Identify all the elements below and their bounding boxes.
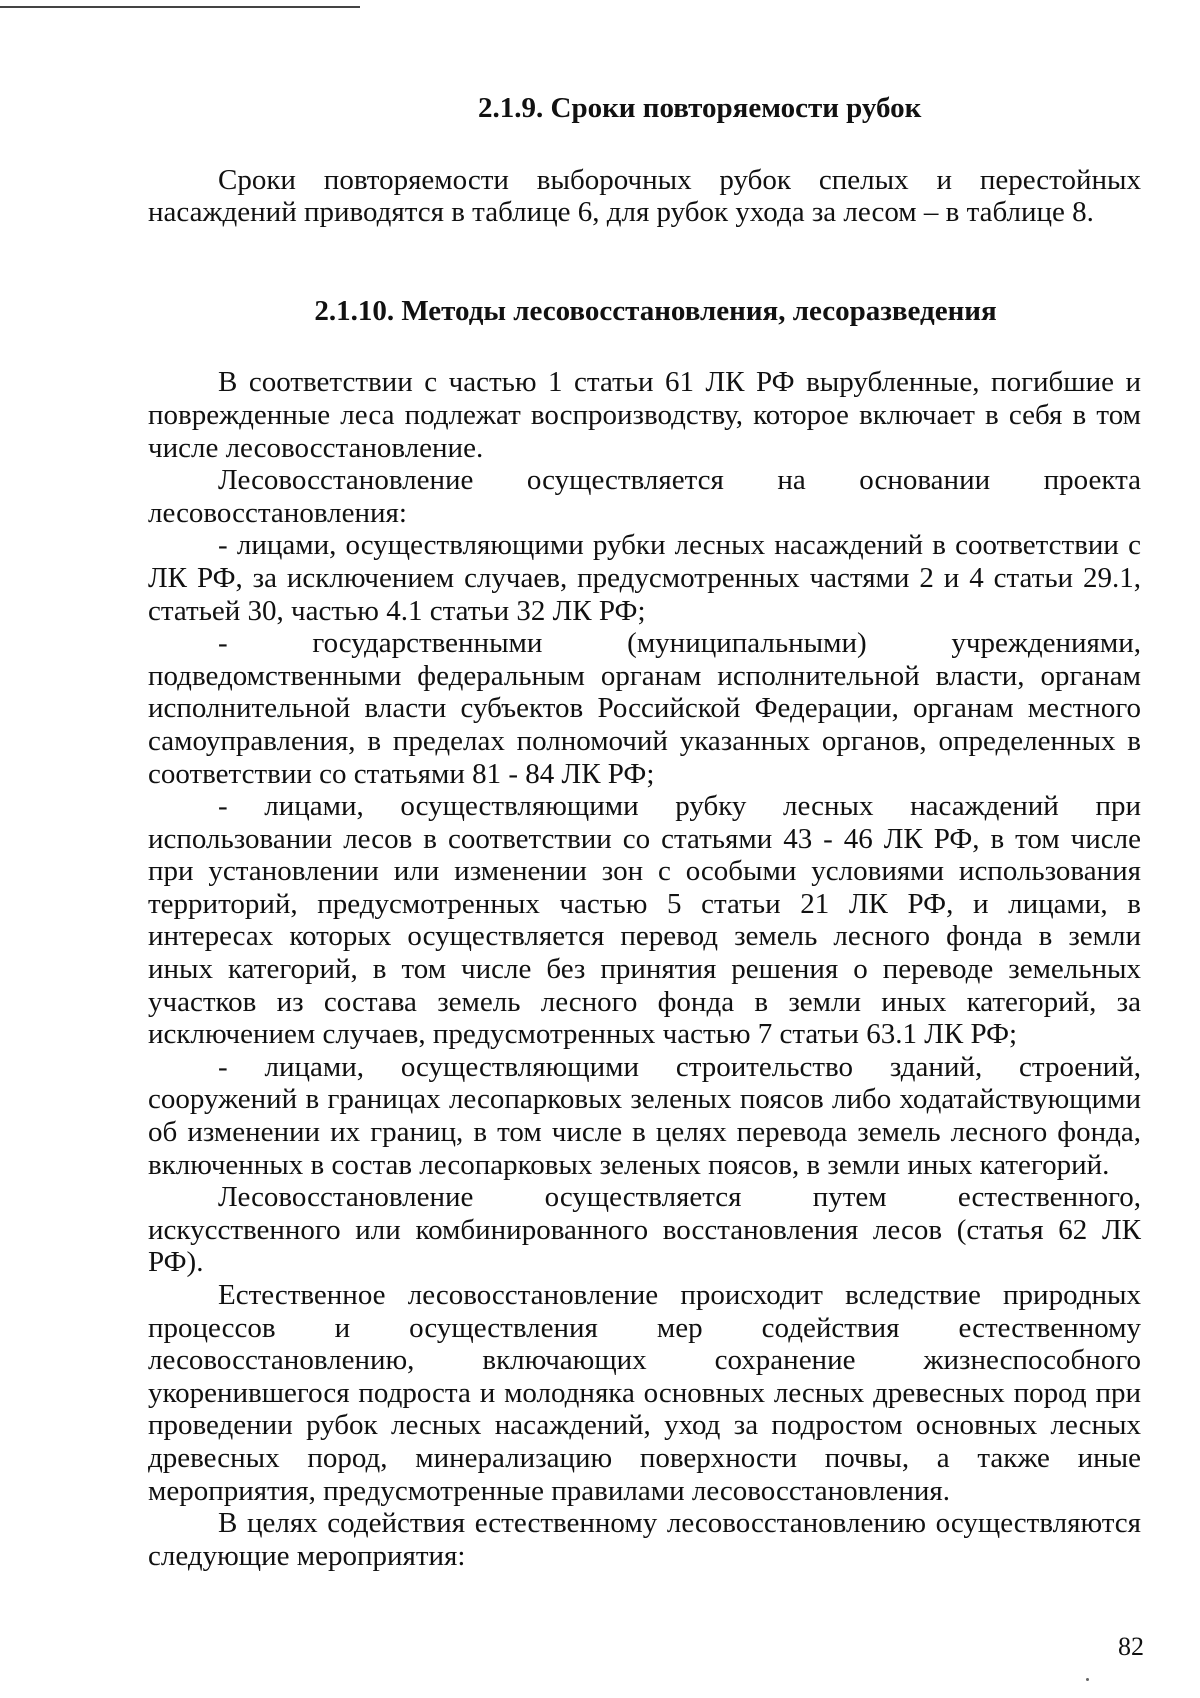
paragraph: Естественное лесовосстановление происходит вследствие природных процессов и осуществления мер содействия естественному лесовосстановлению, включающих сохранение жизнеспособного укоренившегося подроста и молодняка основных лесных древесных пород при проведении рубок лесных насаждений, уход за подростом основных лесных древесных пород, минерализацию поверхности почвы, а также иные мероприятия, предусмотренные правилами лесовосстановления.	[148, 1279, 1141, 1507]
scan-speck	[1086, 1678, 1089, 1681]
list-item: - лицами, осуществляющими рубки лесных насаждений в соответствии с ЛК РФ, за исключением случаев, предусмотренных частями 2 и 4 статьи 29.1, статьей 30, частью 4.1 статьи 32 ЛК РФ;	[148, 529, 1141, 627]
section-heading-2-1-9: 2.1.9. Сроки повторяемости рубок	[478, 92, 922, 124]
section-heading-2-1-10: 2.1.10. Методы лесовосстановления, лесоразведения	[314, 294, 997, 327]
list-item: - лицами, осуществляющими строительство зданий, строений, сооружений в границах лесопарковых зеленых поясов либо ходатайствующими об изменении их границ, в том числе в целях перевода земель лесного фонда, включенных в состав лесопарковых зеленых поясов, в земли иных категорий.	[148, 1050, 1141, 1181]
list-item: - лицами, осуществляющими рубку лесных насаждений при использовании лесов в соответствии со статьями 43 - 46 ЛК РФ, в том числе при установлении или изменении зон с особыми условиями использования территорий, предусмотренных частью 5 статьи 21 ЛК РФ, и лицами, в интересах которых осуществляется перевод земель лесного фонда в земли иных категорий, в том числе без принятия решения о переводе земельных участков из состава земель лесного фонда в земли иных категорий, за исключением случаев, предусмотренных частью 7 статьи 63.1 ЛК РФ;	[148, 790, 1141, 1051]
scan-edge-line	[0, 6, 360, 8]
paragraph: Лесовосстановление осуществляется на основании проекта лесовосстановления:	[148, 464, 1141, 529]
paragraph: Сроки повторяемости выборочных рубок спелых и перестойных насаждений приводятся в таблице 6, для рубок ухода за лесом – в таблице 8.	[148, 163, 1141, 229]
document-body	[148, 92, 1141, 1572]
paragraph: Лесовосстановление осуществляется путем естественного, искусственного или комбинированного восстановления лесов (статья 62 ЛК РФ).	[148, 1181, 1141, 1279]
paragraph: В соответствии с частью 1 статьи 61 ЛК РФ вырубленные, погибшие и поврежденные леса подлежат воспроизводству, которое включает в себя в том числе лесовосстановление.	[148, 366, 1141, 464]
paragraph: В целях содействия естественному лесовосстановлению осуществляются следующие мероприятия:	[148, 1507, 1141, 1572]
list-item: - государственными (муниципальными) учреждениями, подведомственными федеральным органам исполнительной власти, органам исполнительной власти субъектов Российской Федерации, органам местного самоуправления, в пределах полномочий указанных органов, определенных в соответствии со статьями 81 - 84 ЛК РФ;	[148, 627, 1141, 790]
page-number: 82	[1118, 1632, 1144, 1661]
